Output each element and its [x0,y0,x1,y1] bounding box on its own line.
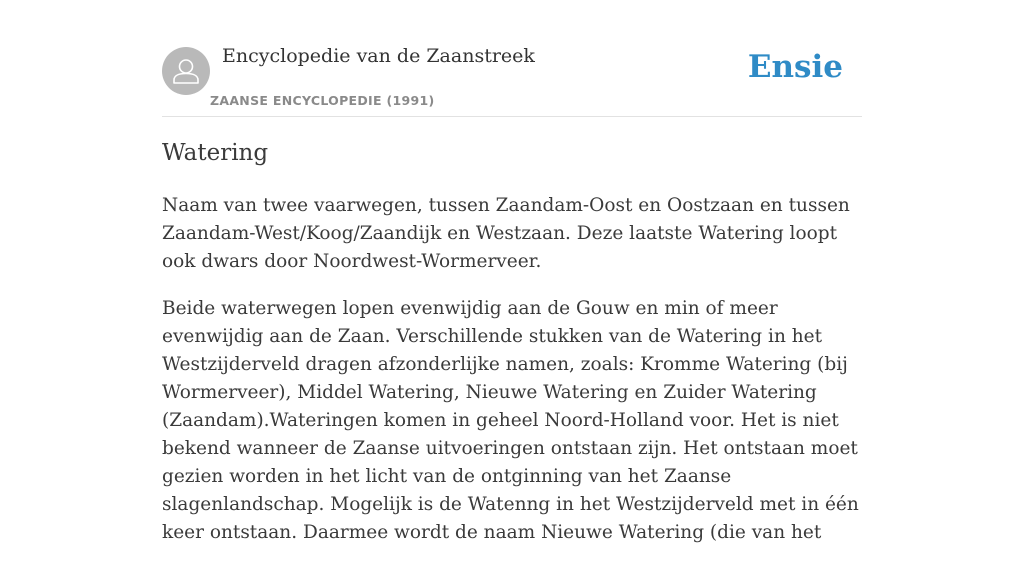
source-title-link[interactable]: Encyclopedie van de Zaanstreek [222,45,535,67]
ensie-logo[interactable]: Ensie [747,49,843,85]
article-paragraph: Naam van twee vaarwegen, tussen Zaandam-Oost en Oostzaan en tussen Zaandam-West/Koog/Zaandijk en Westzaan. Deze laatste Watering loopt ook dwars door Noordwest-Wormerveer. [162,195,850,272]
article-body [162,192,862,566]
user-placeholder-icon[interactable] [162,47,210,95]
source-header [162,0,862,117]
article-title: Watering [162,140,269,166]
article-paragraph: Beide waterwegen lopen evenwijdig aan de Gouw en min of meer evenwijdig aan de Zaan. Verschillende stukken van de Watering in het Westzijderveld dragen afzonderlijke namen, zoals: Kromme Watering (bij Wormerveer), Middel Watering, Nieuwe Watering en Zuider Watering (Zaandam).Wateringen komen in geheel Noord-Holland voor. Het is niet bekend wanneer de Zaanse uitvoeringen ontstaan zijn. Het ontstaan moet gezien worden in het licht van de ontginning van het Zaanse slagenlandschap. Mogelijk is de Watenng in het Westzijderveld met in één keer ontstaan. Daarmee wordt de naam Nieuwe Watering (die van het [162,298,859,543]
source-subtitle: ZAANSE ENCYCLOPEDIE (1991) [210,93,435,108]
